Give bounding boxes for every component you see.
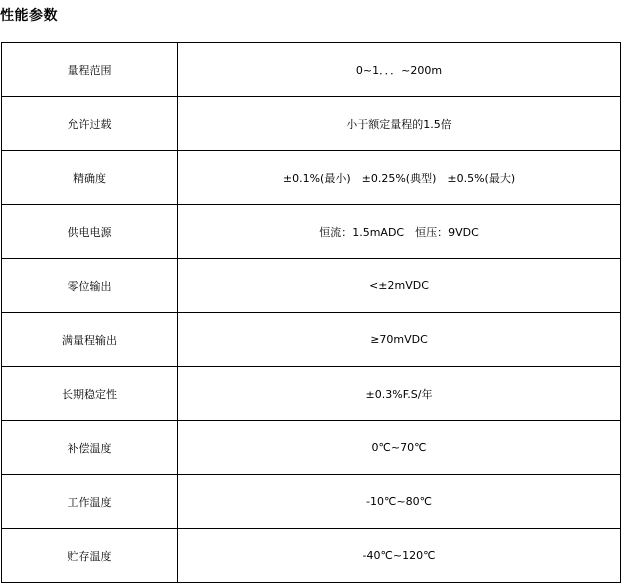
- spec-value-cell: [178, 97, 621, 151]
- spec-label: 工作温度: [67, 495, 112, 509]
- spec-value-cell: [178, 205, 621, 259]
- spec-label: 补偿温度: [67, 441, 112, 455]
- spec-value: ±0.3%F.S/年: [365, 387, 433, 401]
- spec-label-cell: [2, 475, 178, 529]
- spec-label: 贮存温度: [67, 549, 112, 563]
- spec-value-cell: [178, 529, 621, 583]
- spec-label-cell: [2, 421, 178, 475]
- spec-label: 量程范围: [67, 63, 112, 77]
- spec-value-cell: [178, 259, 621, 313]
- spec-value: ≥70mVDC: [370, 333, 428, 346]
- page-title: 性能参数: [0, 8, 58, 24]
- table-row: [2, 259, 621, 313]
- spec-value: -10℃~80℃: [366, 495, 432, 508]
- spec-label-cell: [2, 97, 178, 151]
- spec-value: 小于额定量程的1.5倍: [346, 117, 452, 131]
- table-row: [2, 421, 621, 475]
- table-row: [2, 313, 621, 367]
- table-row: [2, 151, 621, 205]
- spec-table: [1, 42, 621, 583]
- spec-label-cell: [2, 367, 178, 421]
- table-row: [2, 367, 621, 421]
- spec-value-cell: [178, 313, 621, 367]
- spec-value-cell: [178, 43, 621, 97]
- spec-value: ±0.1%(最小) ±0.25%(典型) ±0.5%(最大): [282, 171, 516, 185]
- spec-value: 恒流：1.5mADC 恒压：9VDC: [319, 225, 479, 239]
- spec-value: <±2mVDC: [369, 279, 429, 292]
- spec-label-cell: [2, 259, 178, 313]
- spec-label: 零位输出: [67, 279, 112, 293]
- table-row: [2, 43, 621, 97]
- spec-label-cell: [2, 529, 178, 583]
- spec-label-cell: [2, 43, 178, 97]
- spec-label: 精确度: [73, 171, 106, 185]
- table-row: [2, 205, 621, 259]
- spec-label: 供电电源: [67, 225, 112, 239]
- spec-label-cell: [2, 313, 178, 367]
- table-row: [2, 97, 621, 151]
- spec-value-cell: [178, 475, 621, 529]
- spec-value: 0℃~70℃: [371, 441, 427, 454]
- spec-label-cell: [2, 151, 178, 205]
- spec-value: 0~1．．．~200m: [355, 63, 443, 77]
- spec-label-cell: [2, 205, 178, 259]
- spec-value-cell: [178, 151, 621, 205]
- spec-value: -40℃~120℃: [362, 549, 436, 562]
- spec-value-cell: [178, 421, 621, 475]
- spec-label: 允许过载: [67, 117, 112, 131]
- spec-label: 长期稳定性: [62, 387, 117, 401]
- table-row: [2, 475, 621, 529]
- spec-value-cell: [178, 367, 621, 421]
- spec-label: 满量程输出: [62, 333, 117, 347]
- table-row: [2, 529, 621, 583]
